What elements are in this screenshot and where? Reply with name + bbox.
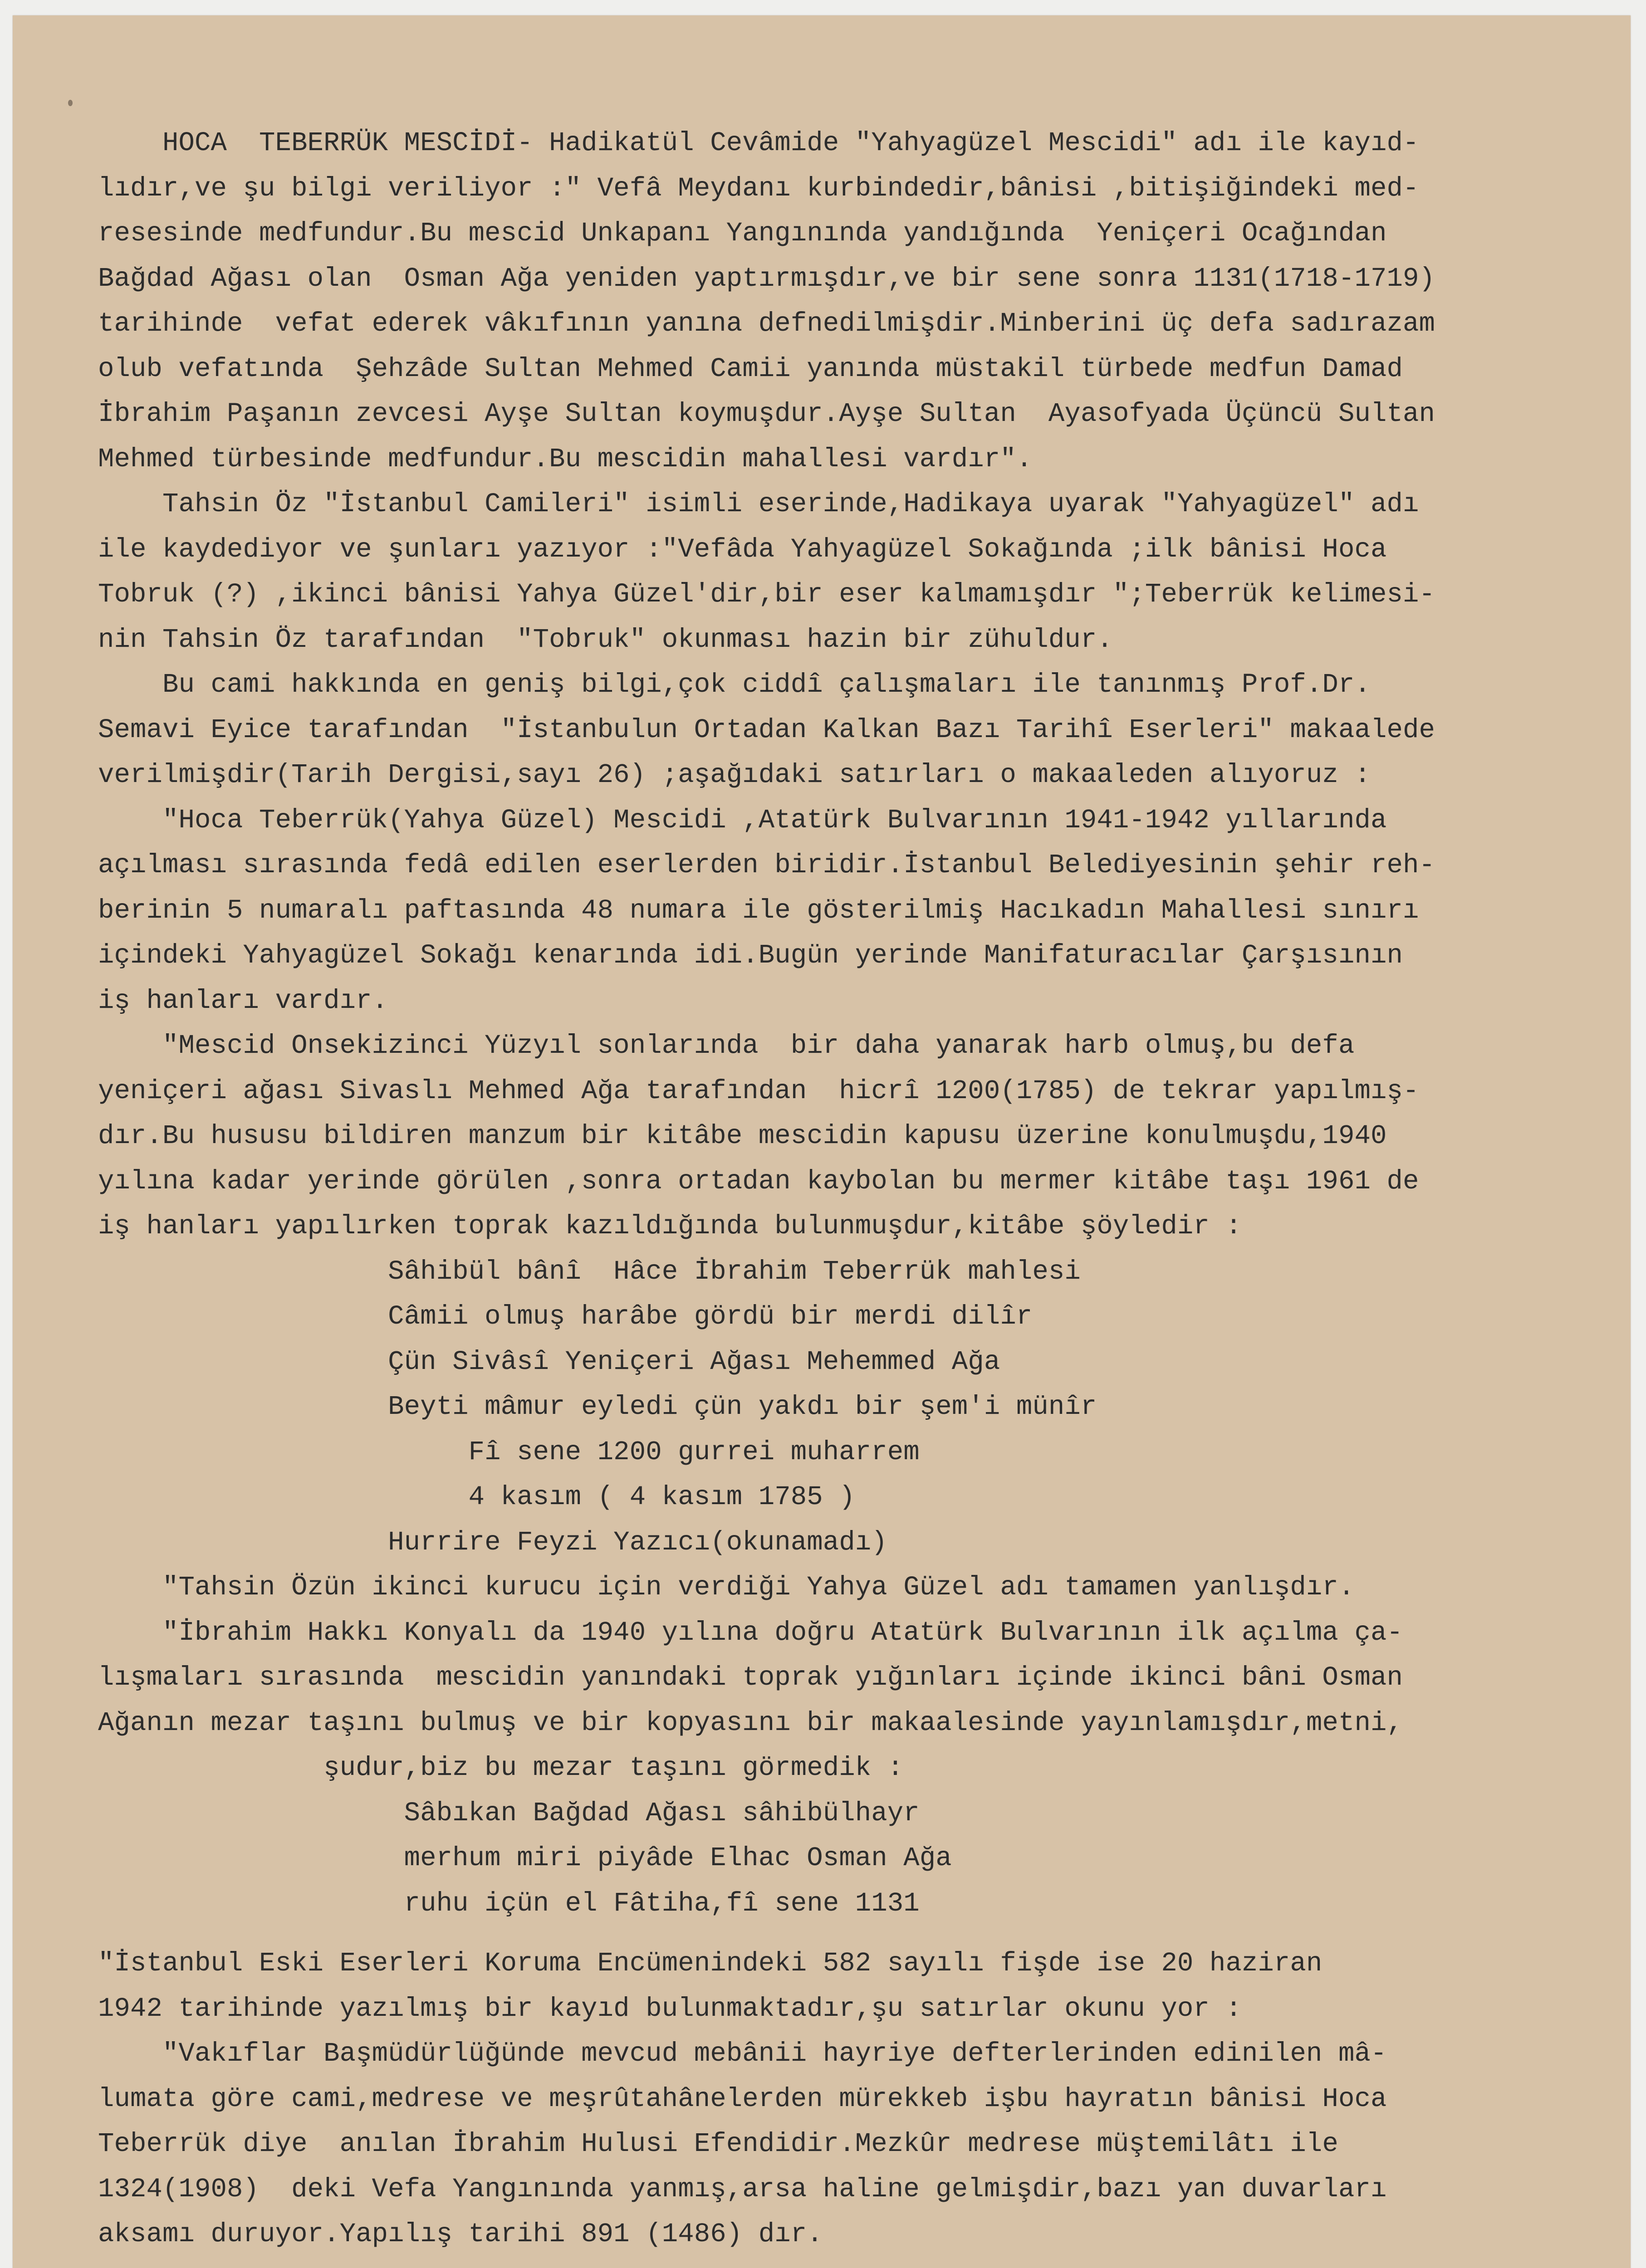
text-line: Teberrük diye anılan İbrahim Hulusi Efendidir.Mezkûr medrese müştemilâtı ile	[98, 2129, 1338, 2159]
verse-line: Çün Sivâsî Yeniçeri Ağası Mehemmed Ağa	[98, 1346, 1000, 1377]
text-line: "İstanbul Eski Eserleri Koruma Encümenindeki 582 sayılı fişde ise 20 haziran	[98, 1948, 1323, 1979]
text-line: Ağanın mezar taşını bulmuş ve bir kopyasını bir makaalesinde yayınlamışdır,metni,	[98, 1707, 1403, 1738]
spacer	[98, 1926, 1631, 1941]
text-line: lıdır,ve şu bilgi veriliyor :" Vefâ Meydanı kurbindedir,bânisi ,bitişiğindeki med-	[98, 173, 1419, 204]
text-line: lışmaları sırasında mescidin yanındaki toprak yığınları içinde ikinci bâni Osman	[98, 1662, 1403, 1693]
verse-line: Sâhibül bânî Hâce İbrahim Teberrük mahlesi	[98, 1256, 1081, 1287]
text-line: "Vakıflar Başmüdürlüğünde mevcud mebânii hayriye defterlerinden edinilen mâ-	[98, 2038, 1387, 2069]
text-line: iş hanları yapılırken toprak kazıldığında bulunmuşdur,kitâbe şöyledir :	[98, 1211, 1242, 1242]
paragraph-2	[98, 482, 1631, 662]
text-line: açılması sırasında fedâ edilen eserlerden biridir.İstanbul Belediyesinin şehir reh-	[98, 850, 1435, 880]
text-line: Bağdad Ağası olan Osman Ağa yeniden yaptırmışdır,ve bir sene sonra 1131(1718-1719)	[98, 263, 1435, 294]
text-line: "İbrahim Hakkı Konyalı da 1940 yılına doğru Atatürk Bulvarının ilk açılma ça-	[98, 1617, 1403, 1648]
text-line: Semavi Eyice tarafından "İstanbulun Ortadan Kalkan Bazı Tarihî Eserleri" makaalede	[98, 714, 1435, 745]
text-line: iş hanları vardır.	[98, 985, 388, 1016]
text-line: lumata göre cami,medrese ve meşrûtahânelerden mürekkeb işbu hayratın bânisi Hoca	[98, 2083, 1387, 2114]
text-line: "Tahsin Özün ikinci kurucu için verdiği Yahya Güzel adı tamamen yanlışdır.	[98, 1572, 1355, 1603]
text-line: resesinde medfundur.Bu mescid Unkapanı Yangınında yandığında Yeniçeri Ocağından	[98, 218, 1387, 249]
typewritten-page	[13, 15, 1631, 2268]
text-line: tarihinde vefat ederek vâkıfının yanına defnedilmişdir.Minberini üç defa sadırazam	[98, 308, 1435, 339]
paragraph-5	[98, 1023, 1631, 1249]
epitaph-line: ruhu içün el Fâtiha,fî sene 1131	[98, 1888, 920, 1919]
text-line: aksamı duruyor.Yapılış tarihi 891 (1486) dır.	[98, 2219, 823, 2249]
paper-speck	[68, 100, 73, 106]
verse-line: 4 kasım ( 4 kasım 1785 )	[98, 1482, 855, 1512]
text-line: Tahsin Öz "İstanbul Camileri" isimli eserinde,Hadikaya uyarak "Yahyagüzel" adı	[98, 489, 1419, 519]
epitaph-line: Sâbıkan Bağdad Ağası sâhibülhayr	[98, 1798, 920, 1828]
text-line: verilmişdir(Tarih Dergisi,sayı 26) ;aşağıdaki satırları o makaaleden alıyoruz :	[98, 760, 1371, 790]
inscription-verse	[98, 1249, 1631, 1565]
text-line: yeniçeri ağası Sivaslı Mehmed Ağa tarafından hicrî 1200(1785) de tekrar yapılmış-	[98, 1075, 1419, 1106]
text-line: dır.Bu hususu bildiren manzum bir kitâbe mescidin kapusu üzerine konulmuşdu,1940	[98, 1121, 1387, 1151]
text-line: Bu cami hakkında en geniş bilgi,çok ciddî çalışmaları ile tanınmış Prof.Dr.	[98, 670, 1371, 700]
text-line: HOCA TEBERRÜK MESCİDİ- Hadikatül Cevâmide "Yahyagüzel Mescidi" adı ile kayıd-	[98, 128, 1419, 158]
paragraph-6	[98, 1565, 1631, 1610]
text-line: nin Tahsin Öz tarafından "Tobruk" okunması hazin bir zühuldur.	[98, 624, 1113, 655]
paragraph-4	[98, 798, 1631, 1024]
text-line: İbrahim Paşanın zevcesi Ayşe Sultan koymuşdur.Ayşe Sultan Ayasofyada Üçüncü Sultan	[98, 399, 1435, 429]
verse-line: Câmii olmuş harâbe gördü bir merdi dilîr	[98, 1301, 1033, 1332]
epitaph-text	[98, 1791, 1631, 1926]
verse-line: Fî sene 1200 gurrei muharrem	[98, 1437, 920, 1467]
text-line: "Mescid Onsekizinci Yüzyıl sonlarında bir daha yanarak harb olmuş,bu defa	[98, 1031, 1355, 1061]
verse-line: Beyti mâmur eyledi çün yakdı bir şem'i münîr	[98, 1392, 1097, 1422]
text-line: yılına kadar yerinde görülen ,sonra ortadan kaybolan bu mermer kitâbe taşı 1961 de	[98, 1166, 1419, 1197]
text-line: "Hoca Teberrük(Yahya Güzel) Mescidi ,Atatürk Bulvarının 1941-1942 yıllarında	[98, 805, 1387, 836]
paragraph-3	[98, 662, 1631, 798]
text-line: ile kaydediyor ve şunları yazıyor :"Vefâda Yahyagüzel Sokağında ;ilk bânisi Hoca	[98, 534, 1387, 565]
text-line: Tobruk (?) ,ikinci bânisi Yahya Güzel'dir,bir eser kalmamışdır ";Teberrük kelimesi-	[98, 579, 1435, 610]
page-text	[98, 121, 1631, 2257]
paragraph-8	[98, 1941, 1631, 2031]
text-line: olub vefatında Şehzâde Sultan Mehmed Camii yanında müstakil türbede medfun Damad	[98, 353, 1403, 384]
paragraph-9	[98, 2031, 1631, 2257]
text-line: şudur,biz bu mezar taşını görmedik :	[98, 1753, 904, 1783]
text-line: berinin 5 numaralı paftasında 48 numara ile gösterilmiş Hacıkadın Mahallesi sınırı	[98, 895, 1419, 926]
paragraph-1	[98, 121, 1631, 482]
text-line: Mehmed türbesinde medfundur.Bu mescidin mahallesi vardır".	[98, 444, 1033, 474]
paragraph-7	[98, 1610, 1631, 1791]
text-line: içindeki Yahyagüzel Sokağı kenarında idi.Bugün yerinde Manifaturacılar Çarşısının	[98, 940, 1403, 971]
verse-line: Hurrire Feyzi Yazıcı(okunamadı)	[98, 1527, 887, 1558]
epitaph-line: merhum miri piyâde Elhac Osman Ağa	[98, 1843, 952, 1873]
text-line: 1324(1908) deki Vefa Yangınında yanmış,arsa haline gelmişdir,bazı yan duvarları	[98, 2174, 1387, 2204]
text-line: 1942 tarihinde yazılmış bir kayıd bulunmaktadır,şu satırlar okunu yor :	[98, 1993, 1242, 2024]
